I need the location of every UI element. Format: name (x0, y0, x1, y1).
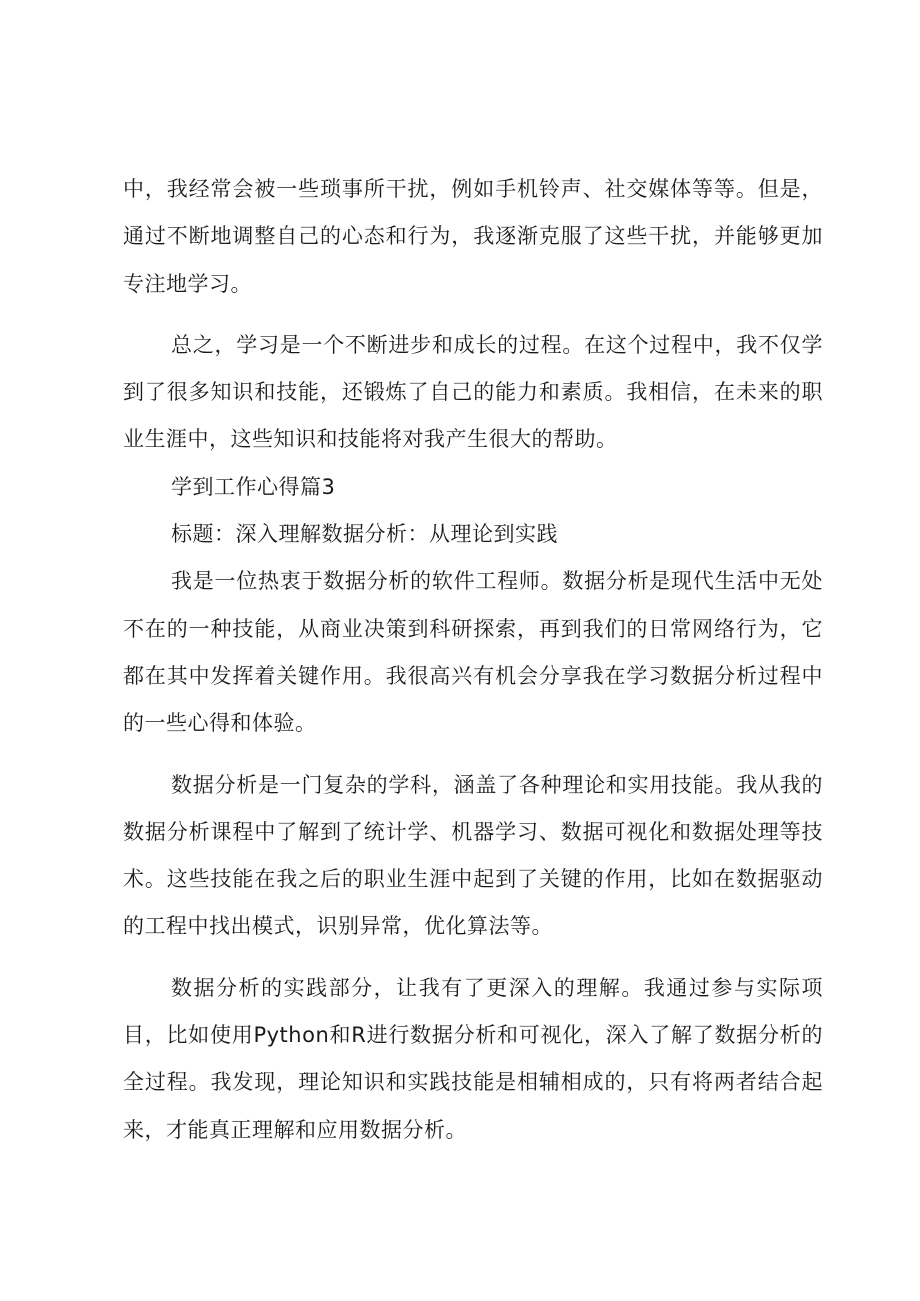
document-title: 标题：深入理解数据分析：从理论到实践 (171, 522, 558, 547)
paragraph-intro: 我是一位热衷于数据分析的软件工程师。数据分析是现代生活中无处不在的一种技能，从商业决策到科研探索，再到我们的日常网络行为，它都在其中发挥着关键作用。我很高兴有机会分享我在学习数据分析过程中的一些心得和体验。 (123, 569, 823, 736)
paragraph-practice: 数据分析的实践部分，让我有了更深入的理解。我通过参与实际项目，比如使用Python和R进行数据分析和可视化，深入了解了数据分析的全过程。我发现，理论知识和实践技能是相辅相成的，只有将两者结合起来，才能真正理解和应用数据分析。 (123, 975, 823, 1142)
document-body (123, 166, 823, 1154)
paragraph-summary: 总之，学习是一个不断进步和成长的过程。在这个过程中，我不仅学到了很多知识和技能，还锻炼了自己的能力和素质。我相信，在未来的职业生涯中，这些知识和技能将对我产生很大的帮助。 (123, 332, 823, 452)
paragraph-theory: 数据分析是一门复杂的学科，涵盖了各种理论和实用技能。我从我的数据分析课程中了解到了统计学、机器学习、数据可视化和数据处理等技术。这些技能在我之后的职业生涯中起到了关键的作用，比如在数据驱动的工程中找出模式，识别异常，优化算法等。 (123, 772, 823, 939)
section-heading: 学到工作心得篇3 (171, 474, 336, 499)
paragraph-continued-focus: 中，我经常会被一些琐事所干扰，例如手机铃声、社交媒体等等。但是，通过不断地调整自己的心态和行为，我逐渐克服了这些干扰，并能够更加专注地学习。 (123, 177, 823, 296)
